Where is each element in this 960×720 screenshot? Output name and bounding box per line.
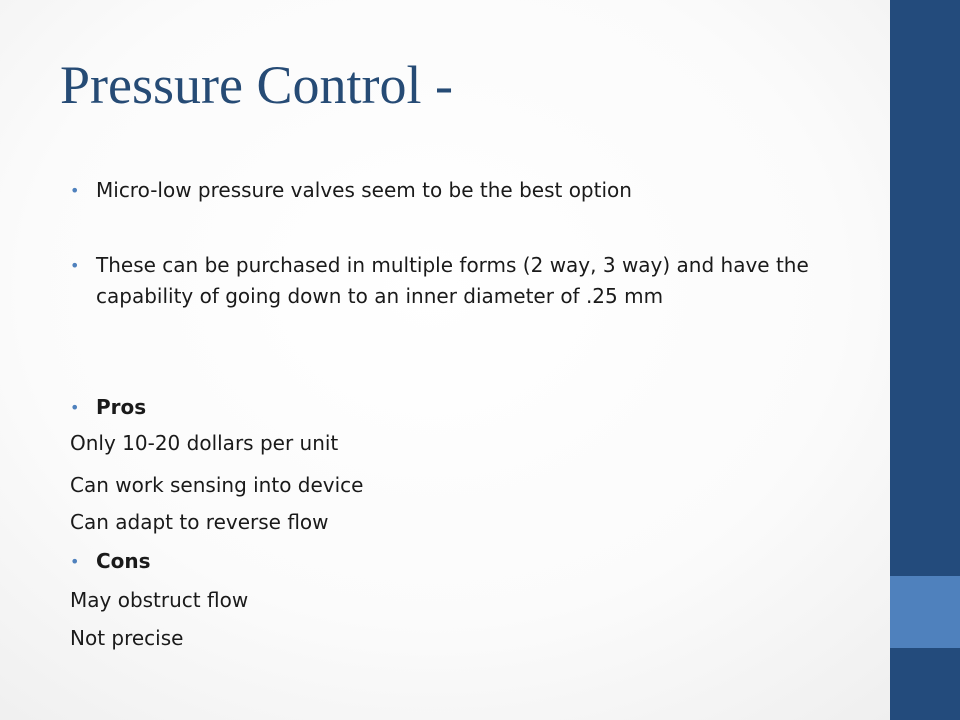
cons-item: Not precise [70,626,184,650]
slide-title: Pressure Control - [60,55,453,115]
cons-heading: Cons [96,549,151,573]
sidebar-accent-block [890,576,960,648]
bullet-icon: • [70,181,80,200]
pros-item: Only 10-20 dollars per unit [70,431,339,455]
pros-item: Can adapt to reverse flow [70,510,329,534]
bullet-text: These can be purchased in multiple forms (2 way, 3 way) and have the capability of going down to an inner diameter of .25 mm [96,253,816,308]
pros-heading-item [70,391,830,424]
bullet-item [70,250,830,312]
cons-item: May obstruct flow [70,588,249,612]
bullet-icon: • [70,256,80,275]
bullet-icon: • [70,398,80,417]
bullet-text: Micro-low pressure valves seem to be the best option [96,178,632,202]
pros-heading: Pros [96,395,147,419]
bullet-icon: • [70,552,80,571]
cons-heading-item [70,545,830,578]
bullet-item [70,174,830,207]
pros-item: Can work sensing into device [70,473,364,497]
